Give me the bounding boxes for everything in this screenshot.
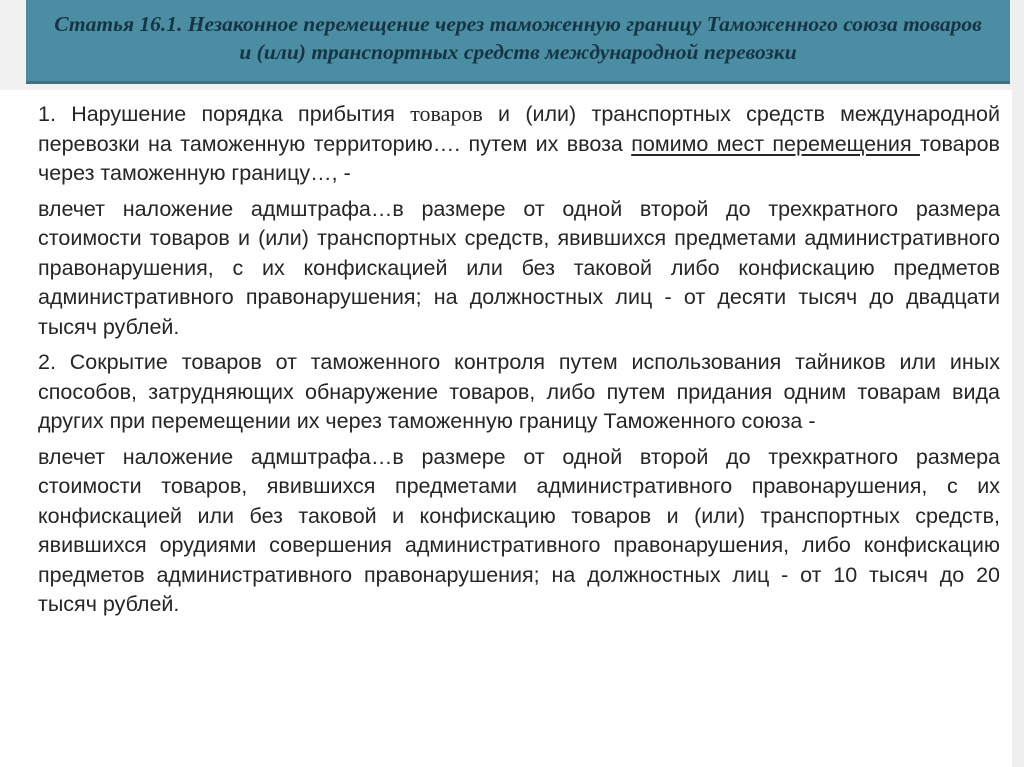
- p1-middle-text: и (или) транспортных средств международной перевозки на таможенную территорию…. путем их ввоза: [38, 102, 1000, 156]
- paragraph-part-1-offense: [38, 99, 1000, 189]
- slide-body: [38, 99, 1000, 626]
- slide-header-banner: [26, 0, 1010, 84]
- slide-title: Статья 16.1. Незаконное перемещение через таможенную границу Таможенного союза товаров и (или) транспортных средств международной перевозки: [54, 11, 982, 64]
- p1-tail-text: товаров через таможенную границу…, -: [38, 131, 1000, 185]
- p1-serif-word: товаров: [410, 101, 483, 126]
- p1-underlined-text: помимо мест перемещения: [631, 131, 920, 156]
- paragraph-part-2-offense: 2. Сокрытие товаров от таможенного контроля путем использования тайников или иных способов, затрудняющих обнаружение товаров, либо путем придания одним товарам вида других при перемещении их через таможенную границу Таможенного союза -: [38, 350, 1000, 433]
- paragraph-part-1-penalty: влечет наложение адмштрафа…в размере от одной второй до трехкратного размера стоимости товаров и (или) транспортных средств, явившихся предметами административного правонарушения, с их конфискацией или без таковой либо конфискацию предметов административного правонарушения; на должностных лиц - от десяти тысяч до двадцати тысяч рублей.: [38, 196, 1000, 339]
- p1-lead-text: 1. Нарушение порядка прибытия: [38, 102, 411, 126]
- paragraph-part-2-penalty: влечет наложение адмштрафа…в размере от одной второй до трехкратного размера стоимости товаров, явившихся предметами административного правонарушения, с их конфискацией или без таковой и конфискацию товаров и (или) транспортных средств, явившихся орудиями совершения административного правонарушения, либо конфискацию предметов административного правонарушения; на должностных лиц - от 10 тысяч до 20 тысяч рублей.: [38, 444, 1000, 616]
- right-background-strip: [1012, 0, 1024, 767]
